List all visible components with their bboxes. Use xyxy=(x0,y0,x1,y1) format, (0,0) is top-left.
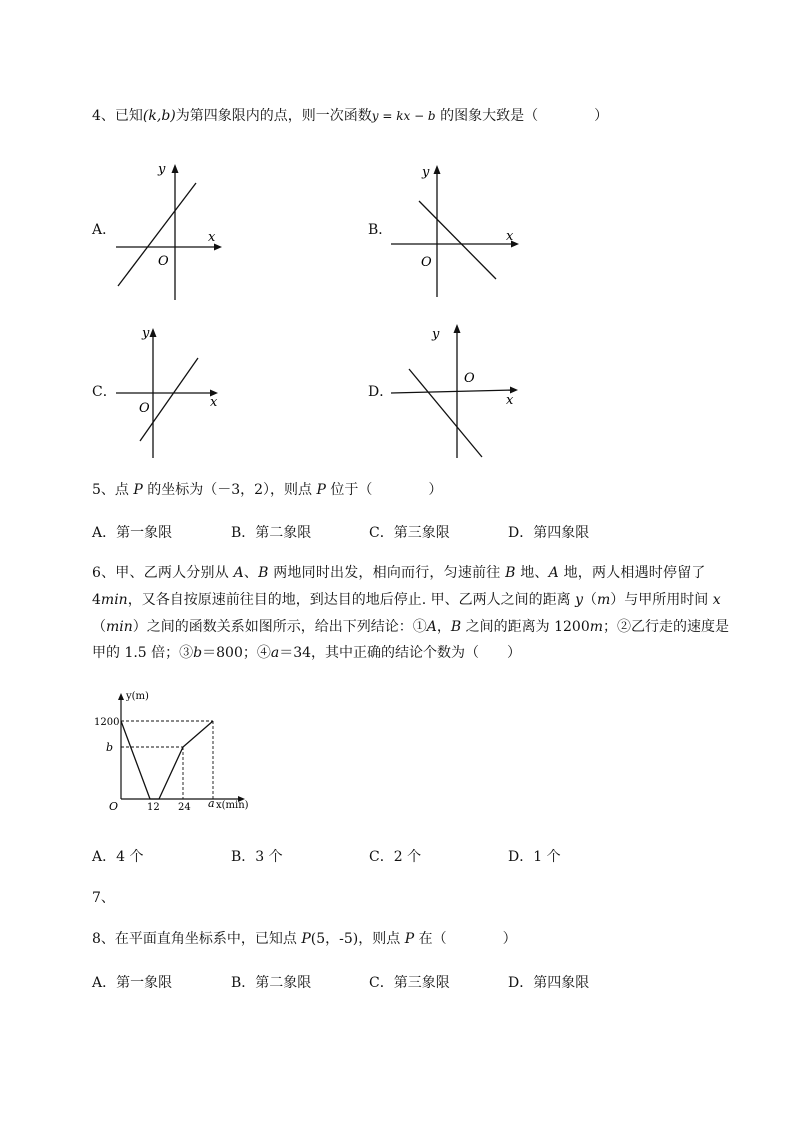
q6-text: 4 xyxy=(92,592,101,608)
q6-text: 地、 xyxy=(515,565,549,581)
q4-text-c: 的图象大致是（ ） xyxy=(435,108,609,124)
q6-text: ；②乙行走的速度是 xyxy=(603,619,730,635)
q6-distance-curve xyxy=(121,721,213,799)
q6-text: ， xyxy=(436,619,451,635)
q4-a-function-line xyxy=(118,183,196,286)
q4-option-a-graph xyxy=(110,155,230,305)
q5-number: 5、 xyxy=(92,482,115,498)
q6-graph-yb: b xyxy=(106,741,114,754)
q6-stem-line1 xyxy=(92,563,706,583)
q4-option-d-graph xyxy=(385,318,525,468)
q4-c-function-line xyxy=(140,358,198,441)
q6-text: 两地同时出发，相向而行，匀速前往 xyxy=(268,565,506,581)
q6-text: ＝34，其中正确的结论个数为（ ） xyxy=(279,645,522,661)
q4-text-b: 为第四象限内的点，则一次函数 xyxy=(175,108,372,124)
q6-graph-xa: a xyxy=(208,797,215,810)
q6-stem-line4 xyxy=(92,643,521,663)
q6-unit-min: min xyxy=(106,619,133,635)
q6-var-b-lower: b xyxy=(193,645,203,661)
q6-text: 、 xyxy=(243,565,259,581)
q5-var-p: P xyxy=(133,482,143,498)
q6-var-b: B xyxy=(258,565,269,581)
q4-option-d-label: D． xyxy=(368,384,394,400)
q5-text-a: 点 xyxy=(114,482,134,498)
q6-var-a: A xyxy=(548,565,559,581)
q5-option-b[interactable]: B．第二象限 xyxy=(231,525,312,541)
q6-var-a-lower: a xyxy=(270,645,280,661)
q4-c-origin-label: O xyxy=(139,401,150,416)
q6-graph-y1200: 1200 xyxy=(94,717,120,728)
q4-text-a: 已知 xyxy=(114,108,143,124)
q6-graph-xlabel: x(min) xyxy=(216,800,249,811)
q6-text: 6、甲、乙两人分别从 xyxy=(92,565,234,581)
q8-options xyxy=(92,972,652,992)
q6-graph-x24: 24 xyxy=(178,802,191,813)
q5-options xyxy=(92,522,652,542)
q4-a-x-label: x xyxy=(208,230,216,245)
q8-text-b: (5，-5)，则点 xyxy=(310,931,405,947)
q4-c-y-label: y xyxy=(142,326,150,341)
q4-d-origin-label: O xyxy=(464,371,475,386)
q6-distance-time-graph xyxy=(92,688,262,818)
q4-b-origin-label: O xyxy=(421,255,432,270)
q6-var-b: B xyxy=(450,619,462,635)
q5-option-a[interactable]: A．第一象限 xyxy=(92,525,173,541)
q6-text: ，又各自按原速前往目的地，到达目的地后停止. 甲、乙两人之间的距离 xyxy=(127,592,576,608)
q8-option-d[interactable]: D．第四象限 xyxy=(508,975,590,991)
q8-var-p: P xyxy=(301,931,311,947)
q5-var-p2: P xyxy=(316,482,326,498)
q6-var-a: A xyxy=(426,619,437,635)
q6-text: ＝800；④ xyxy=(202,645,271,661)
q6-unit-m: m xyxy=(596,592,611,608)
q6-text: （ xyxy=(582,592,597,608)
q8-text-a: 8、在平面直角坐标系中，已知点 xyxy=(92,931,302,947)
q6-option-a[interactable]: A．4 个 xyxy=(92,849,144,865)
q5-text-c: 位于（ ） xyxy=(325,482,443,498)
q6-text: 甲的 1.5 倍；③ xyxy=(92,645,194,661)
q6-text: （ xyxy=(92,619,106,635)
q6-unit-m: m xyxy=(589,619,604,635)
q6-var-x: x xyxy=(712,592,721,608)
q6-options xyxy=(92,846,652,866)
q6-graph-ylabel: y(m) xyxy=(126,691,149,702)
q4-c-x-label: x xyxy=(210,395,218,410)
q6-text: 之间的距离为 1200 xyxy=(461,619,590,635)
q6-graph-origin: O xyxy=(109,800,119,813)
q5-text-b: 的坐标为（－3，2），则点 xyxy=(142,482,317,498)
q6-option-b[interactable]: B．3 个 xyxy=(231,849,283,865)
q4-a-y-label: y xyxy=(158,162,166,177)
q6-var-b: B xyxy=(505,565,516,581)
q4-d-y-label: y xyxy=(432,327,440,342)
q8-option-c[interactable]: C．第三象限 xyxy=(369,975,450,991)
q6-stem-line3 xyxy=(92,617,729,637)
q4-option-b-label: B． xyxy=(368,222,393,238)
q6-option-d[interactable]: D．1 个 xyxy=(508,849,561,865)
q5-option-d[interactable]: D．第四象限 xyxy=(508,525,590,541)
q4-stem xyxy=(92,106,608,126)
q6-unit-min: min xyxy=(100,592,128,608)
q4-formula: y = kx − b xyxy=(371,109,436,123)
q8-text-c: 在（ ） xyxy=(414,931,517,947)
q8-stem xyxy=(92,929,517,949)
q6-option-c[interactable]: C．2 个 xyxy=(369,849,422,865)
q4-d-x-label: x xyxy=(506,393,514,408)
q6-stem-line2 xyxy=(92,590,721,610)
q4-option-c-graph xyxy=(110,320,230,465)
q5-stem xyxy=(92,480,442,500)
q4-a-origin-label: O xyxy=(158,254,169,269)
q8-option-a[interactable]: A．第一象限 xyxy=(92,975,173,991)
q6-text: ）之间的函数关系如图所示，给出下列结论：① xyxy=(132,619,427,635)
q7-stem xyxy=(92,888,115,908)
q6-text: 地，两人相遇时停留了 xyxy=(558,565,706,581)
q4-option-a-label: A． xyxy=(92,222,117,238)
q4-option-c-label: C． xyxy=(92,384,117,400)
q4-point: (k,b) xyxy=(142,108,176,124)
q4-number: 4、 xyxy=(92,108,115,124)
q6-var-y: y xyxy=(575,592,583,608)
q7-number: 7、 xyxy=(92,890,115,906)
q6-text: ）与甲所用时间 xyxy=(610,592,713,608)
q8-option-b[interactable]: B．第二象限 xyxy=(231,975,312,991)
q4-b-y-label: y xyxy=(422,165,430,180)
q4-option-b-graph xyxy=(385,155,525,305)
q6-graph-x12: 12 xyxy=(147,802,160,813)
q8-var-p2: P xyxy=(404,931,415,947)
q4-b-x-label: x xyxy=(506,229,514,244)
q5-option-c[interactable]: C．第三象限 xyxy=(369,525,450,541)
q6-var-a: A xyxy=(233,565,244,581)
